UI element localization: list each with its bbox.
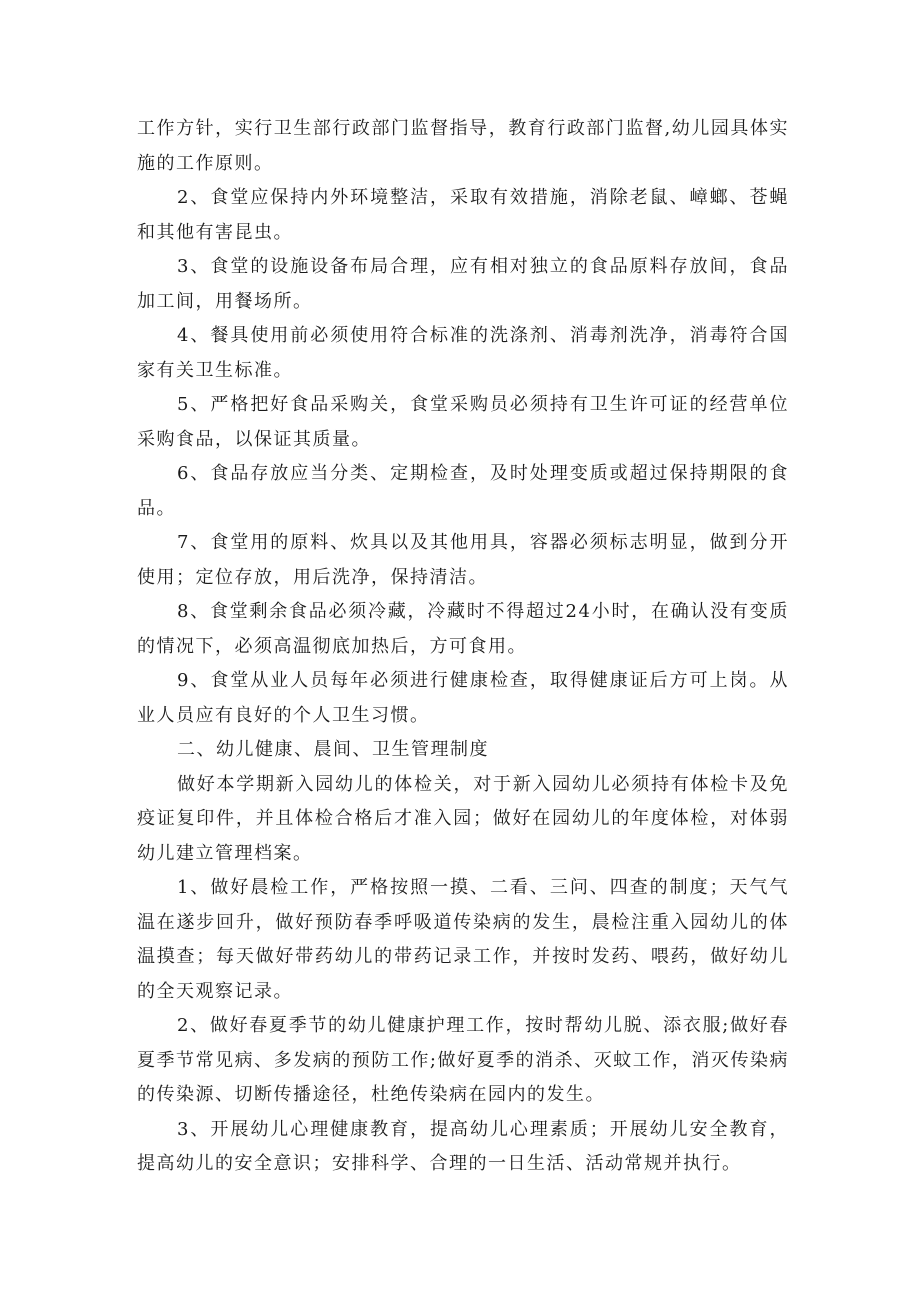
- paragraph-8: 8、食堂剩余食品必须冷藏，冷藏时不得超过24小时，在确认没有变质的情况下，必须高温彻底加热后，方可食用。: [137, 601, 789, 657]
- paragraph-1: 工作方针，实行卫生部行政部门监督指导，教育行政部门监督,幼儿园具体实施的工作原则。: [137, 118, 789, 174]
- paragraph-7: 7、食堂用的原料、炊具以及其他用具，容器必须标志明显，做到分开使用；定位存放，用后洗净，保持清洁。: [137, 532, 789, 588]
- section-heading: 二、幼儿健康、晨间、卫生管理制度: [177, 739, 489, 760]
- paragraph-14: 3、开展幼儿心理健康教育，提高幼儿心理素质；开展幼儿安全教育，提高幼儿的安全意识；安排科学、合理的一日生活、活动常规并执行。: [137, 1118, 789, 1174]
- paragraph-5: 5、严格把好食品采购关，食堂采购员必须持有卫生许可证的经营单位采购食品，以保证其质量。: [137, 394, 789, 450]
- paragraph-2: 2、食堂应保持内外环境整洁，采取有效措施，消除老鼠、嶂螂、苍蝇和其他有害昆虫。: [137, 187, 789, 243]
- paragraph-6: 6、食品存放应当分类、定期检查，及时处理变质或超过保持期限的食品。: [137, 463, 789, 519]
- paragraph-11: 做好本学期新入园幼儿的体检关，对于新入园幼儿必须持有体检卡及免疫证复印件，并且体检合格后才准入园；做好在园幼儿的年度体检，对体弱幼儿建立管理档案。: [137, 773, 789, 864]
- paragraph-4: 4、餐具使用前必须使用符合标准的洗涤剂、消毒剂洗净，消毒符合国家有关卫生标准。: [137, 325, 789, 381]
- paragraph-3: 3、食堂的设施设备布局合理，应有相对独立的食品原料存放间，食品加工间，用餐场所。: [137, 256, 789, 312]
- document-body: [137, 112, 789, 1182]
- paragraph-9: 9、食堂从业人员每年必须进行健康检查，取得健康证后方可上岗。从业人员应有良好的个人卫生习惯。: [137, 670, 789, 726]
- paragraph-12: 1、做好晨检工作，严格按照一摸、二看、三问、四查的制度；天气气温在遂步回升，做好预防春季呼吸道传染病的发生，晨检注重入园幼儿的体温摸查；每天做好带药幼儿的带药记录工作，并按时发药、喂药，做好幼儿的全天观察记录。: [137, 877, 789, 1002]
- paragraph-13: 2、做好春夏季节的幼儿健康护理工作，按时帮幼儿脱、添衣服;做好春夏季节常见病、多发病的预防工作;做好夏季的消杀、灭蚊工作，消灭传染病的传染源、切断传播途径，杜绝传染病在园内的发生。: [137, 1015, 789, 1105]
